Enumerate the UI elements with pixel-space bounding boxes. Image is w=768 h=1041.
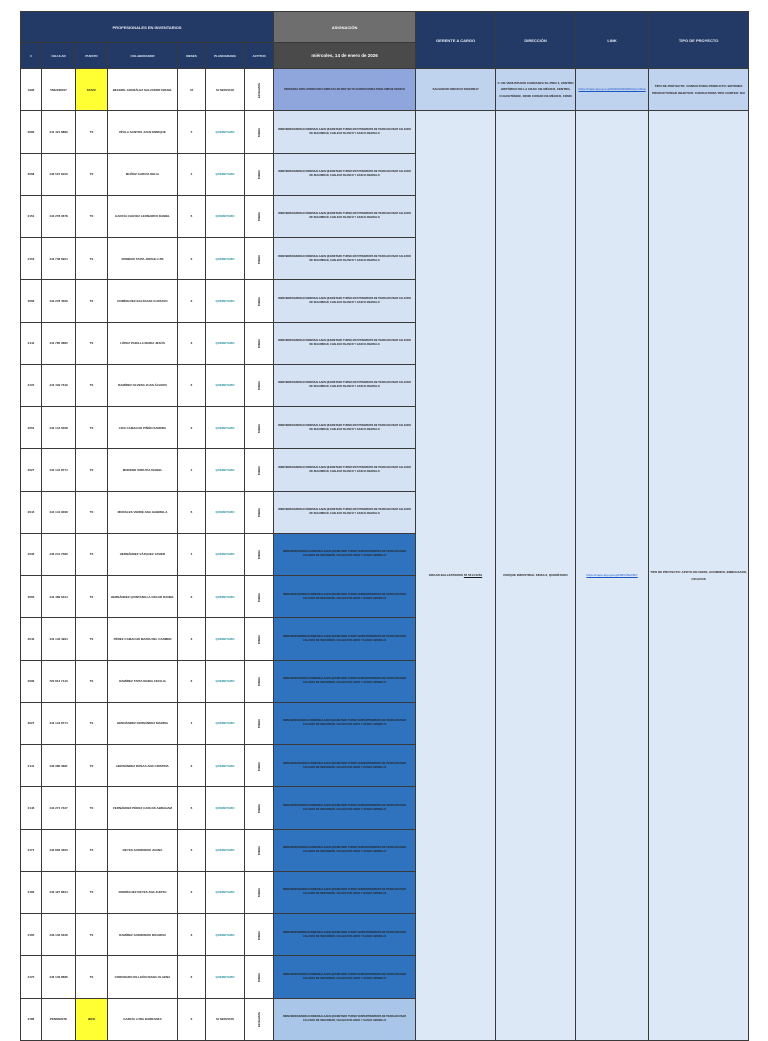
row-meses: 4	[178, 702, 206, 744]
row-celular: 444 144 9098	[42, 491, 76, 533]
row-planograma: QUERETARO	[206, 829, 245, 871]
row-planograma: QUERETARO	[206, 956, 245, 998]
row-celular: 446 386 3681	[42, 745, 76, 787]
row-planograma: QUERETARO	[206, 111, 245, 153]
row-meses: 6	[178, 618, 206, 660]
row-colaborador: MORENO URRUTIA ISABEL	[108, 449, 178, 491]
row-celular: 442 863 3363	[42, 829, 76, 871]
row-puesto: TX	[76, 956, 108, 998]
row-planograma: QUERETARO	[206, 660, 245, 702]
row-celular: 446 146 8686	[42, 956, 76, 998]
row-meses: 6	[178, 238, 206, 280]
row-puesto: TX	[76, 322, 108, 364]
row-puesto: TX	[76, 576, 108, 618]
col-meses: MESES	[178, 43, 206, 69]
row-actitud	[245, 787, 274, 829]
row-asignacion: BIENVENIDOAINDICACIONESSALAAEN QUERETARO TURNO VESPERTINO/ROPA DE TRABAJO/USAR CALZADO DE SEGURIDAD, CHALECO BLANCO Y GASCO AMARILLO	[274, 914, 416, 956]
row-num: 2054	[21, 407, 42, 449]
row-colaborador: FERNÁNDEZ PÉREZ CARLOS ABRAHAM	[108, 787, 178, 829]
row-celular: 444 489 6424	[42, 576, 76, 618]
row-planograma: QUERETARO	[206, 491, 245, 533]
row-actitud	[245, 280, 274, 322]
gerente-phone: 55 5414 0261	[463, 573, 483, 578]
row-actitud-text: BUENA	[257, 677, 261, 687]
row-meses: 6	[178, 280, 206, 322]
row-asignacion: BIENVENIDOAINDICACIONESSALAAEN QUERETARO TURNO VESPERTINO/ROPA DE TRABAJO/USAR CALZADO DE SEGURIDAD, CHALECO BLANCO Y GASCO AMARILLO	[274, 533, 416, 575]
row-asignacion: BIENVENIDOAINDICACIONESSALAAEN QUERETARO TURNO MATUTINO/ROPA DE TRABAJO/USAR CALZADO DE SEGURIDAD, CHALECO BLANCO Y GASCO AMARILLO	[274, 364, 416, 406]
row-meses: 6	[178, 829, 206, 871]
row-puesto: TX	[76, 449, 108, 491]
row-actitud	[245, 829, 274, 871]
row-num: 2165	[21, 914, 42, 956]
assignment-table	[20, 11, 749, 1041]
row-celular: 444 144 8774	[42, 702, 76, 744]
row-planograma: QUERETARO	[206, 618, 245, 660]
group-title: PROFESIONALES EN INVENTARIOS	[21, 12, 274, 43]
row-actitud-text: BUENA	[257, 634, 261, 644]
row-celular: 444 421 8889	[42, 111, 76, 153]
row-colaborador: DÍVILA SANTOS JUAN ENRIQUE	[108, 111, 178, 153]
gerente-name: EDGAR BALLESTEROS	[428, 573, 463, 578]
row-colaborador: MORALES VERDE ANA GABRIELA	[108, 491, 178, 533]
row-planograma: QUERETARO	[206, 787, 245, 829]
row-puesto: TX	[76, 111, 108, 153]
row-actitud-text: BUENA	[257, 846, 261, 856]
asignacion-title: ASIGNACIÓN	[274, 12, 416, 43]
row-puesto: TX	[76, 914, 108, 956]
col-link: LINK	[576, 12, 649, 69]
row-celular: 442 278 4569	[42, 280, 76, 322]
row-planograma: QUERETARO	[206, 153, 245, 195]
row-colaborador: GARCÍA CHÁVEZ LEONARDO DANIEL	[108, 195, 178, 237]
row-puesto: TX	[76, 238, 108, 280]
row-puesto: TX	[76, 618, 108, 660]
table-row[interactable]	[21, 111, 749, 153]
row-colaborador: HERNÁNDEZ VÁZQUEZ JAVIER	[108, 533, 178, 575]
row-meses: 6	[178, 745, 206, 787]
row-colaborador: HERNÁNDEZ FERNÁNDEZ MARINA	[108, 702, 178, 744]
row-meses: 6	[178, 998, 206, 1040]
row-num: 1996	[21, 69, 42, 111]
row-planograma: QUERETARO	[206, 702, 245, 744]
row-actitud	[245, 153, 274, 195]
row-meses: 6	[178, 322, 206, 364]
row-actitud-text: BUENA	[257, 719, 261, 729]
row-meses: 6	[178, 407, 206, 449]
row-celular: 444 449 7349	[42, 364, 76, 406]
col-colaborador: COLABORADOR	[108, 43, 178, 69]
row-actitud-text: BUENA	[257, 254, 261, 264]
row-colaborador: GARCÍA LUNA BARRANZA	[108, 998, 178, 1040]
row-actitud-text: BUENA	[257, 212, 261, 222]
row-planograma: QUERETARO	[206, 280, 245, 322]
row-celular: 444 785 0880	[42, 322, 76, 364]
row-actitud	[245, 533, 274, 575]
row-actitud-text: BUENA	[257, 592, 261, 602]
row-celular: 446 427 8624	[42, 871, 76, 913]
row-num: 2065	[21, 576, 42, 618]
row-celular: 444 143 4994	[42, 618, 76, 660]
row-celular: 444 278 0678	[42, 195, 76, 237]
row-colaborador: RAMÍREZ OLVERA JUAN ÁLVARO	[108, 364, 178, 406]
row-puesto: TX	[76, 660, 108, 702]
row-planograma: QUERETARO	[206, 407, 245, 449]
row-actitud-text: BUENA	[257, 127, 261, 137]
gerente-phone: 562238017	[463, 87, 479, 92]
row-colaborador: PÉREZ CAMACHO MARIA DEL CARMEN	[108, 618, 178, 660]
tipo-proyecto-cell: TIPO DE PROYECTO: APOYO EN CEDIS, ACOMODO, EMBOLSADO, CICLICOS	[649, 111, 749, 1041]
row-colaborador: HERNÁNDEZ QUINTANILLA OSCAR DANIEL	[108, 576, 178, 618]
row-colaborador: RODRÍGUEZ REYES ANA JUDITH	[108, 871, 178, 913]
row-asignacion: BIENVENIDOAINDICACIONESSALAAEN QUERETARO TURNO VESPERTINO/ROPA DE TRABAJO/USAR CALZADO DE SEGURIDAD, CHALECO BLANCO Y GASCO AMARILLO	[274, 998, 416, 1040]
row-actitud-text: BUENA	[257, 339, 261, 349]
row-colaborador: CORONADO DE LEÓN DIANA OLAENA	[108, 956, 178, 998]
row-puesto: TX	[76, 702, 108, 744]
row-asignacion: BIENVENIDOAINDICACIONESSALAAEN QUERETARO TURNO MATUTINO/ROPA DE TRABAJO/USAR CALZADO DE SEGURIDAD, CHALECO BLANCO Y GASCO AMARILLO	[274, 153, 416, 195]
row-asignacion: BIENVENIDOAINDICACIONESSALAAEN QUERETARO TURNO VESPERTINO/ROPA DE TRABAJO/USAR CALZADO DE SEGURIDAD, CHALECO BLANCO Y GASCO AMARILLO	[274, 702, 416, 744]
asignacion-date: miércoles, 14 de enero de 2026	[274, 43, 416, 69]
row-puesto: TX	[76, 195, 108, 237]
row-actitud-text: BUENA	[257, 423, 261, 433]
row-actitud-text: BUENA	[257, 930, 261, 940]
row-asignacion: BIENVENIDOAINDICACIONESSALAAEN QUERETARO TURNO VESPERTINO/ROPA DE TRABAJO/USAR CALZADO DE SEGURIDAD, CHALECO BLANCO Y GASCO AMARILLO	[274, 829, 416, 871]
row-asignacion: BIENVENIDOAINDICACIONESSALAAEN QUERETARO TURNO MATUTINO/ROPA DE TRABAJO/USAR CALZADO DE SEGURIDAD, CHALECO BLANCO Y GASCO AMARILLO	[274, 449, 416, 491]
maps-link[interactable]: https://maps.app.goo.gl/cMDUNwh5b7	[586, 573, 638, 578]
row-asignacion: BIENVENIDOAINDICACIONESSALAAEN QUERETARO TURNO VESPERTINO/ROPA DE TRABAJO/USAR CALZADO DE SEGURIDAD, CHALECO BLANCO Y GASCO AMARILLO	[274, 787, 416, 829]
maps-link[interactable]: https://maps.app.goo.gl/AtiN9HVDhWDx2ymvSCA	[578, 87, 646, 92]
direccion-cell: C. DE VENUSTIANO CARRANZA 52–PISO 4, CENTRO HISTÓRICO DE LA CDAD. DE MÉXICO, CENTRO, CUAUHTÉMOC, 06000 CIUDAD DE MÉXICO, CDMX	[496, 69, 576, 111]
row-actitud-text: BUENA	[257, 761, 261, 771]
row-meses: 5	[178, 111, 206, 153]
row-colaborador: LÓPEZ PADILLA MARIA JESÚS	[108, 322, 178, 364]
row-puesto: TX	[76, 871, 108, 913]
row-actitud	[245, 745, 274, 787]
row-num: 2186	[21, 998, 42, 1040]
row-actitud-text: BUENA	[257, 550, 261, 560]
row-actitud	[245, 618, 274, 660]
row-puesto: TX	[76, 153, 108, 195]
col-celular: CELULAR	[42, 43, 76, 69]
row-actitud	[245, 69, 274, 111]
row-num: 2044	[21, 491, 42, 533]
row-actitud-text: BUENA	[257, 296, 261, 306]
spreadsheet	[20, 11, 748, 1028]
row-puesto: STAFF	[76, 69, 108, 111]
row-planograma: QUERETARO	[206, 533, 245, 575]
row-num: 2083	[21, 111, 42, 153]
row-actitud-text: BUENA	[257, 972, 261, 982]
row-planograma: QUERETARO	[206, 914, 245, 956]
row-puesto: TX	[76, 745, 108, 787]
row-num: 2166	[21, 871, 42, 913]
row-meses: 4	[178, 153, 206, 195]
row-num: 2066	[21, 280, 42, 322]
row-asignacion: PERSONAS PARA OPERACION COMPLETA EN PROYECTO GURPO/CONSULTORIA ABBVIE OROZCO	[274, 69, 416, 111]
row-actitud-text: BUENA	[257, 381, 261, 391]
direccion-cell: PARQUE INDUSTRIAL FINSA II, QUERÉTARO	[496, 111, 576, 1041]
row-actitud	[245, 702, 274, 744]
col-actitud: ACTITUD	[245, 43, 274, 69]
row-celular: 5562238017	[42, 69, 76, 111]
row-meses: 44	[178, 69, 206, 111]
row-num: 2043	[21, 618, 42, 660]
row-puesto: TX	[76, 829, 108, 871]
gerente-name: SALVADOR OROZCO	[432, 87, 463, 92]
row-planograma: QUERETARO	[206, 364, 245, 406]
row-num: 2170	[21, 956, 42, 998]
row-actitud	[245, 491, 274, 533]
row-asignacion: BIENVENIDOAINDICACIONESSALAAEN QUERETARO TURNO VESPERTINO/ROPA DE TRABAJO/USAR CALZADO DE SEGURIDAD, CHALECO BLANCO Y GASCO AMARILLO	[274, 576, 416, 618]
tipo-proyecto-cell: TIPO DE PROYECTO: CONSULTORIA PRODUCTO: BOTONES PRODUCTIVIDAD OBJETIVO: CONSULTORIA TIPO CONTEO: N/A	[649, 69, 749, 111]
row-colaborador: DOMÍNGUEZ BALTAZAR GUSTAVO	[108, 280, 178, 322]
row-asignacion: BIENVENIDOAINDICACIONESSALAAEN QUERETARO TURNO VESPERTINO/ROPA DE TRABAJO/USAR CALZADO DE SEGURIDAD, CHALECO BLANCO Y GASCO AMARILLO	[274, 745, 416, 787]
row-puesto: JEFE	[76, 998, 108, 1040]
row-planograma: QUERETARO	[206, 195, 245, 237]
row-asignacion: BIENVENIDOAINDICACIONESSALAAEN QUERETARO TURNO MATUTINO/ROPA DE TRABAJO/USAR CALZADO DE SEGURIDAD, CHALECO BLANCO Y GASCO AMARILLO	[274, 322, 416, 364]
row-colaborador: REYES GUERRERO JOANA	[108, 829, 178, 871]
row-asignacion: BIENVENIDOAINDICACIONESSALAAEN QUERETARO TURNO VESPERTINO/ROPA DE TRABAJO/USAR CALZADO DE SEGURIDAD, CHALECO BLANCO Y GASCO AMARILLO	[274, 871, 416, 913]
row-actitud	[245, 238, 274, 280]
row-actitud	[245, 407, 274, 449]
row-planograma: QUERETARO	[206, 449, 245, 491]
row-actitud	[245, 449, 274, 491]
row-planograma: QUERETARO	[206, 576, 245, 618]
row-meses: 4	[178, 533, 206, 575]
row-puesto: TX	[76, 364, 108, 406]
row-actitud	[245, 998, 274, 1040]
row-celular: 444 274 7427	[42, 787, 76, 829]
row-actitud	[245, 871, 274, 913]
row-colaborador: HERNÁNDEZ ROSAS ANA CRISTINA	[108, 745, 178, 787]
row-asignacion: BIENVENIDOAINDICACIONESSALAAEN QUERETARO TURNO MATUTINO/ROPA DE TRABAJO/USAR CALZADO DE SEGURIDAD, CHALECO BLANCO Y GASCO AMARILLO	[274, 111, 416, 153]
row-asignacion: BIENVENIDOAINDICACIONESSALAAEN QUERETARO TURNO MATUTINO/ROPA DE TRABAJO/USAR CALZADO DE SEGURIDAD, CHALECO BLANCO Y GASCO AMARILLO	[274, 238, 416, 280]
row-planograma: SI SERVICIO	[206, 998, 245, 1040]
row-puesto: TX	[76, 491, 108, 533]
row-colaborador: RAMÍREZ TAPIA MARIA CECILIA	[108, 660, 178, 702]
row-asignacion: BIENVENIDOAINDICACIONESSALAAEN QUERETARO TURNO MATUTINO/ROPA DE TRABAJO/USAR CALZADO DE SEGURIDAD, CHALECO BLANCO Y GASCO AMARILLO	[274, 491, 416, 533]
col-direccion: DIRECCIÓN	[496, 12, 576, 69]
row-asignacion: BIENVENIDOAINDICACIONESSALAAEN QUERETARO TURNO VESPERTINO/ROPA DE TRABAJO/USAR CALZADO DE SEGURIDAD, CHALECO BLANCO Y GASCO AMARILLO	[274, 956, 416, 998]
row-planograma: SI SERVICIO	[206, 69, 245, 111]
row-actitud	[245, 195, 274, 237]
row-num: 2171	[21, 829, 42, 871]
row-planograma: QUERETARO	[206, 238, 245, 280]
row-colaborador: RAMÍREZ GUERRERO RICARDO	[108, 914, 178, 956]
row-planograma: QUERETARO	[206, 871, 245, 913]
row-actitud	[245, 914, 274, 956]
row-meses: 6	[178, 914, 206, 956]
row-num: 2141	[21, 745, 42, 787]
row-puesto: TX	[76, 787, 108, 829]
col-planograma: PLANOGRAMA	[206, 43, 245, 69]
row-puesto: TX	[76, 407, 108, 449]
row-actitud-text: EXCELENTE	[257, 82, 261, 98]
row-colaborador: ROMERO TAPIA JORGE LUIS	[108, 238, 178, 280]
row-num: 2068	[21, 153, 42, 195]
row-asignacion: BIENVENIDOAINDICACIONESSALAAEN QUERETARO TURNO MATUTINO/ROPA DE TRABAJO/USAR CALZADO DE SEGURIDAD, CHALECO BLANCO Y GASCO AMARILLO	[274, 280, 416, 322]
row-meses: 6	[178, 871, 206, 913]
row-num: 2036	[21, 533, 42, 575]
row-asignacion: BIENVENIDOAINDICACIONESSALAAEN QUERETARO TURNO VESPERTINO/ROPA DE TRABAJO/USAR CALZADO DE SEGURIDAD, CHALECO BLANCO Y GASCO AMARILLO	[274, 618, 416, 660]
row-colaborador: BECERIL GONZÁLEZ SALVADOR ISRAEL	[108, 69, 178, 111]
row-meses: 6	[178, 660, 206, 702]
row-celular: 442 144 5098	[42, 407, 76, 449]
row-asignacion: BIENVENIDOAINDICACIONESSALAAEN QUERETARO TURNO VESPERTINO/ROPA DE TRABAJO/USAR CALZADO DE SEGURIDAD, CHALECO BLANCO Y GASCO AMARILLO	[274, 660, 416, 702]
row-celular: 446 146 6428	[42, 914, 76, 956]
row-num: 2152	[21, 238, 42, 280]
row-num: 2027	[21, 702, 42, 744]
row-actitud-text: BUENA	[257, 888, 261, 898]
row-meses: 6	[178, 787, 206, 829]
row-meses: 6	[178, 364, 206, 406]
row-planograma: QUERETARO	[206, 322, 245, 364]
col-num: #	[21, 43, 42, 69]
row-num: 2144	[21, 322, 42, 364]
row-celular: 444 144 8774	[42, 449, 76, 491]
link-cell	[576, 69, 649, 111]
row-colaborador: LIRA CAMACHO PIÑÓN SANDRA	[108, 407, 178, 449]
row-celular: PENDIENTE	[42, 998, 76, 1040]
row-meses: 6	[178, 576, 206, 618]
row-actitud-text: BUENA	[257, 170, 261, 180]
table-row[interactable]	[21, 69, 749, 111]
row-actitud-text: BUENA	[257, 803, 261, 813]
row-actitud	[245, 576, 274, 618]
row-meses: 6	[178, 956, 206, 998]
gerente-cell	[416, 69, 496, 111]
row-asignacion: BIENVENIDOAINDICACIONESSALAAEN QUERETARO TURNO MATUTINO/ROPA DE TRABAJO/USAR CALZADO DE SEGURIDAD, CHALECO BLANCO Y GASCO AMARILLO	[274, 407, 416, 449]
row-meses: 4	[178, 449, 206, 491]
row-actitud-text: EXCELENTE	[257, 1012, 261, 1028]
row-num: 2146	[21, 787, 42, 829]
row-celular: 446 537 8109	[42, 153, 76, 195]
row-celular: 446 241 7589	[42, 533, 76, 575]
link-cell	[576, 111, 649, 1041]
col-gerente: GERENTE A CARGO	[416, 12, 496, 69]
gerente-cell	[416, 111, 496, 1041]
row-meses: 6	[178, 195, 206, 237]
row-num: 2027	[21, 449, 42, 491]
col-tipo-proyecto: TIPO DE PROYECTO	[649, 12, 749, 69]
row-actitud	[245, 111, 274, 153]
col-puesto: PUESTO	[76, 43, 108, 69]
row-asignacion: BIENVENIDOAINDICACIONESSALAAEN QUERETARO TURNO MATUTINO/ROPA DE TRABAJO/USAR CALZADO DE SEGURIDAD, CHALECO BLANCO Y GASCO AMARILLO	[274, 195, 416, 237]
row-puesto: TX	[76, 533, 108, 575]
row-planograma: QUERETARO	[206, 745, 245, 787]
row-num: 2151	[21, 195, 42, 237]
row-puesto: TX	[76, 280, 108, 322]
row-colaborador: MUÑOZ GARCÍA DELIA	[108, 153, 178, 195]
row-meses: 6	[178, 491, 206, 533]
row-num: 2137	[21, 364, 42, 406]
row-actitud	[245, 322, 274, 364]
row-actitud	[245, 660, 274, 702]
row-celular: 720 813 7143	[42, 660, 76, 702]
row-actitud	[245, 364, 274, 406]
row-num: 2096	[21, 660, 42, 702]
row-actitud	[245, 956, 274, 998]
row-celular: 444 748 6904	[42, 238, 76, 280]
row-actitud-text: BUENA	[257, 508, 261, 518]
row-actitud-text: BUENA	[257, 465, 261, 475]
